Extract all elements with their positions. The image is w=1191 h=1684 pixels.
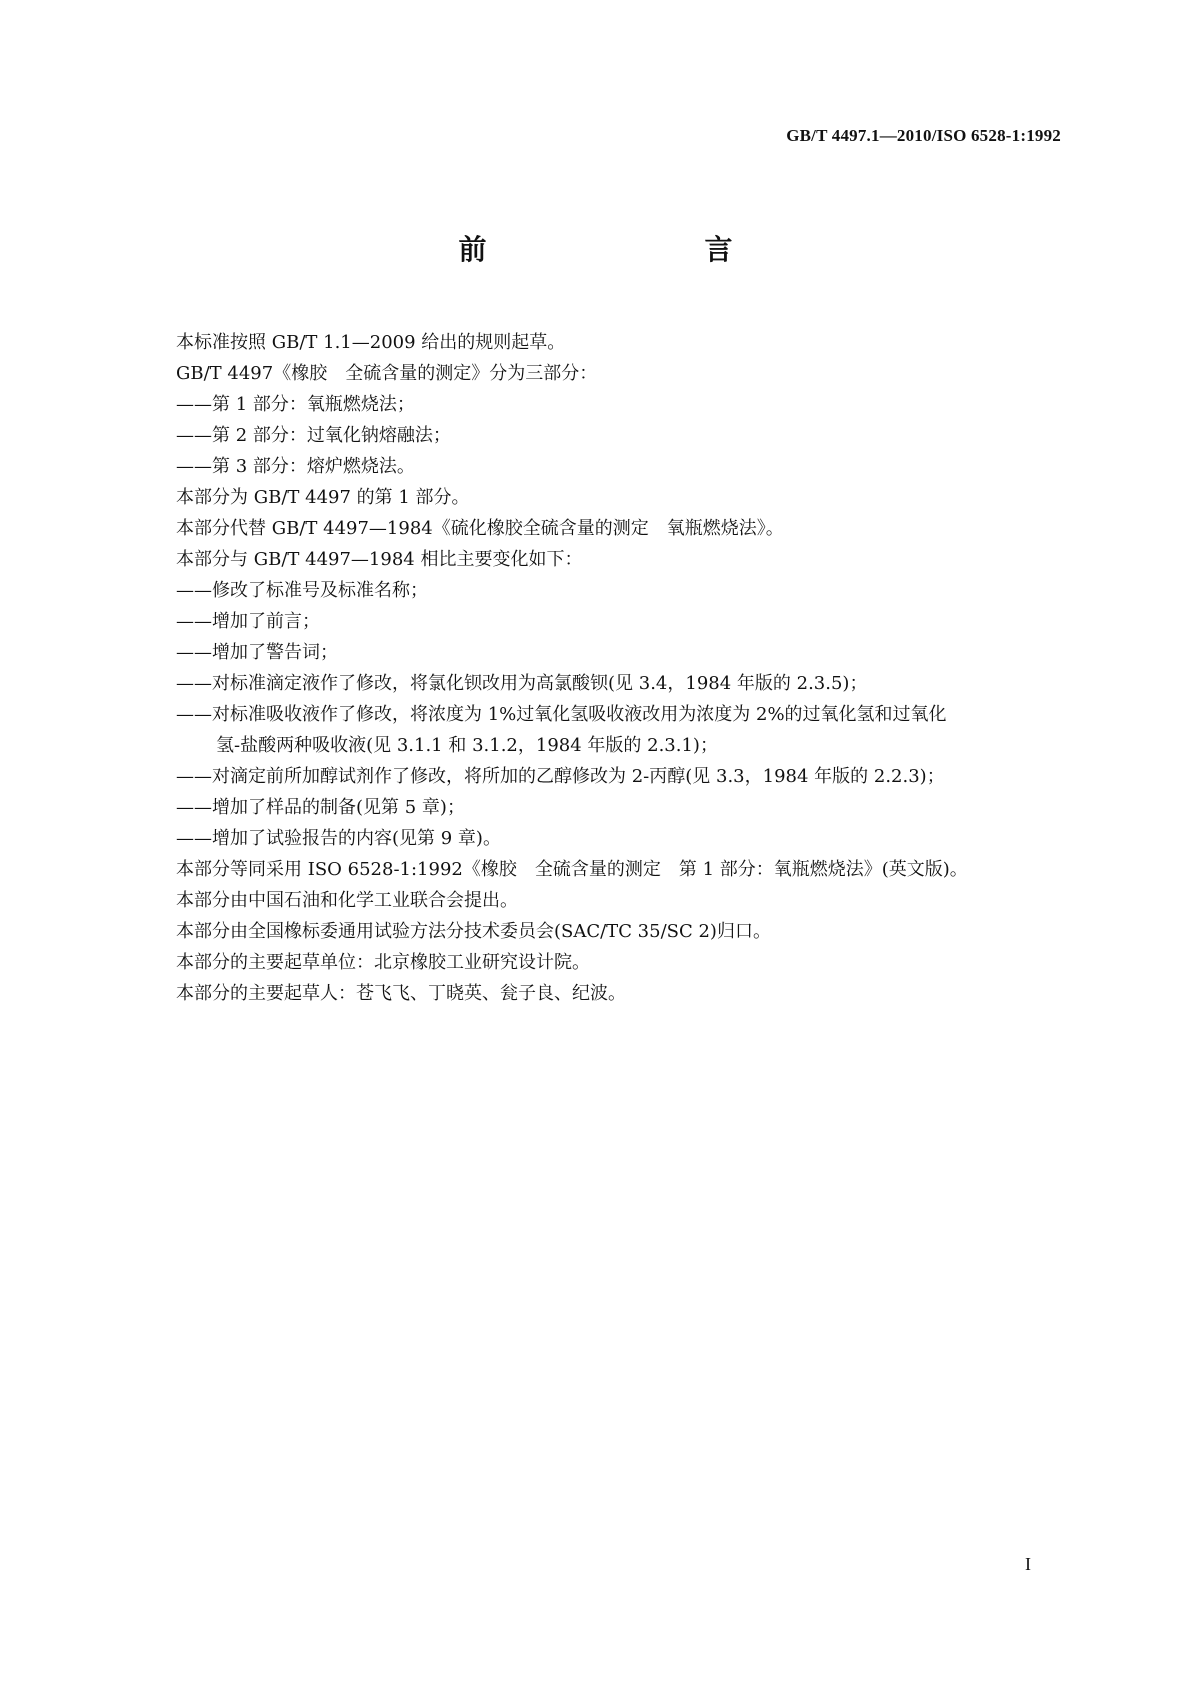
list-item: ——增加了警告词； — [176, 642, 338, 663]
list-item: ——第 1 部分：氧瓶燃烧法； — [176, 394, 415, 415]
text-line: 本部分由全国橡标委通用试验方法分技术委员会(SAC/TC 35/SC 2)归口。 — [176, 921, 771, 942]
foreword-body — [176, 327, 1076, 1009]
list-item: ——对标准吸收液作了修改，将浓度为 1%过氧化氢吸收液改用为浓度为 2%的过氧化氢和过氧化 — [176, 704, 947, 725]
text-line: 本标准按照 GB/T 1.1—2009 给出的规则起草。 — [176, 332, 566, 353]
text-line: GB/T 4497《橡胶 全硫含量的测定》分为三部分： — [176, 363, 598, 384]
text-line: 本部分的主要起草人：苍飞飞、丁晓英、瓮子良、纪波。 — [176, 983, 626, 1004]
list-item: ——增加了样品的制备(见第 5 章)； — [176, 797, 465, 818]
list-item: ——第 2 部分：过氧化钠熔融法； — [176, 425, 451, 446]
page-title: 前 言 — [458, 233, 787, 266]
list-item: ——对标准滴定液作了修改，将氯化钡改用为高氯酸钡(见 3.4，1984 年版的 2.3.5)； — [176, 673, 868, 694]
list-item: ——第 3 部分：熔炉燃烧法。 — [176, 456, 415, 477]
text-line: 本部分与 GB/T 4497—1984 相比主要变化如下： — [176, 549, 583, 570]
text-line: 本部分的主要起草单位：北京橡胶工业研究设计院。 — [176, 952, 590, 973]
list-item-continuation: 氢-盐酸两种吸收液(见 3.1.1 和 3.1.2，1984 年版的 2.3.1)； — [216, 735, 718, 756]
list-item: ——修改了标准号及标准名称； — [176, 580, 428, 601]
text-line: 本部分等同采用 ISO 6528-1:1992《橡胶 全硫含量的测定 第 1 部分：氧瓶燃烧法》(英文版)。 — [176, 859, 968, 880]
list-item: ——对滴定前所加醇试剂作了修改，将所加的乙醇修改为 2-丙醇(见 3.3，1984 年版的 2.2.3)； — [176, 766, 945, 787]
text-line: 本部分代替 GB/T 4497—1984《硫化橡胶全硫含量的测定 氧瓶燃烧法》。 — [176, 518, 784, 539]
list-item: ——增加了前言； — [176, 611, 320, 632]
page-number: I — [1025, 1554, 1031, 1574]
standard-code-header: GB/T 4497.1—2010/ISO 6528-1:1992 — [786, 126, 1061, 145]
text-line: 本部分由中国石油和化学工业联合会提出。 — [176, 890, 518, 911]
text-line: 本部分为 GB/T 4497 的第 1 部分。 — [176, 487, 470, 508]
list-item: ——增加了试验报告的内容(见第 9 章)。 — [176, 828, 501, 849]
